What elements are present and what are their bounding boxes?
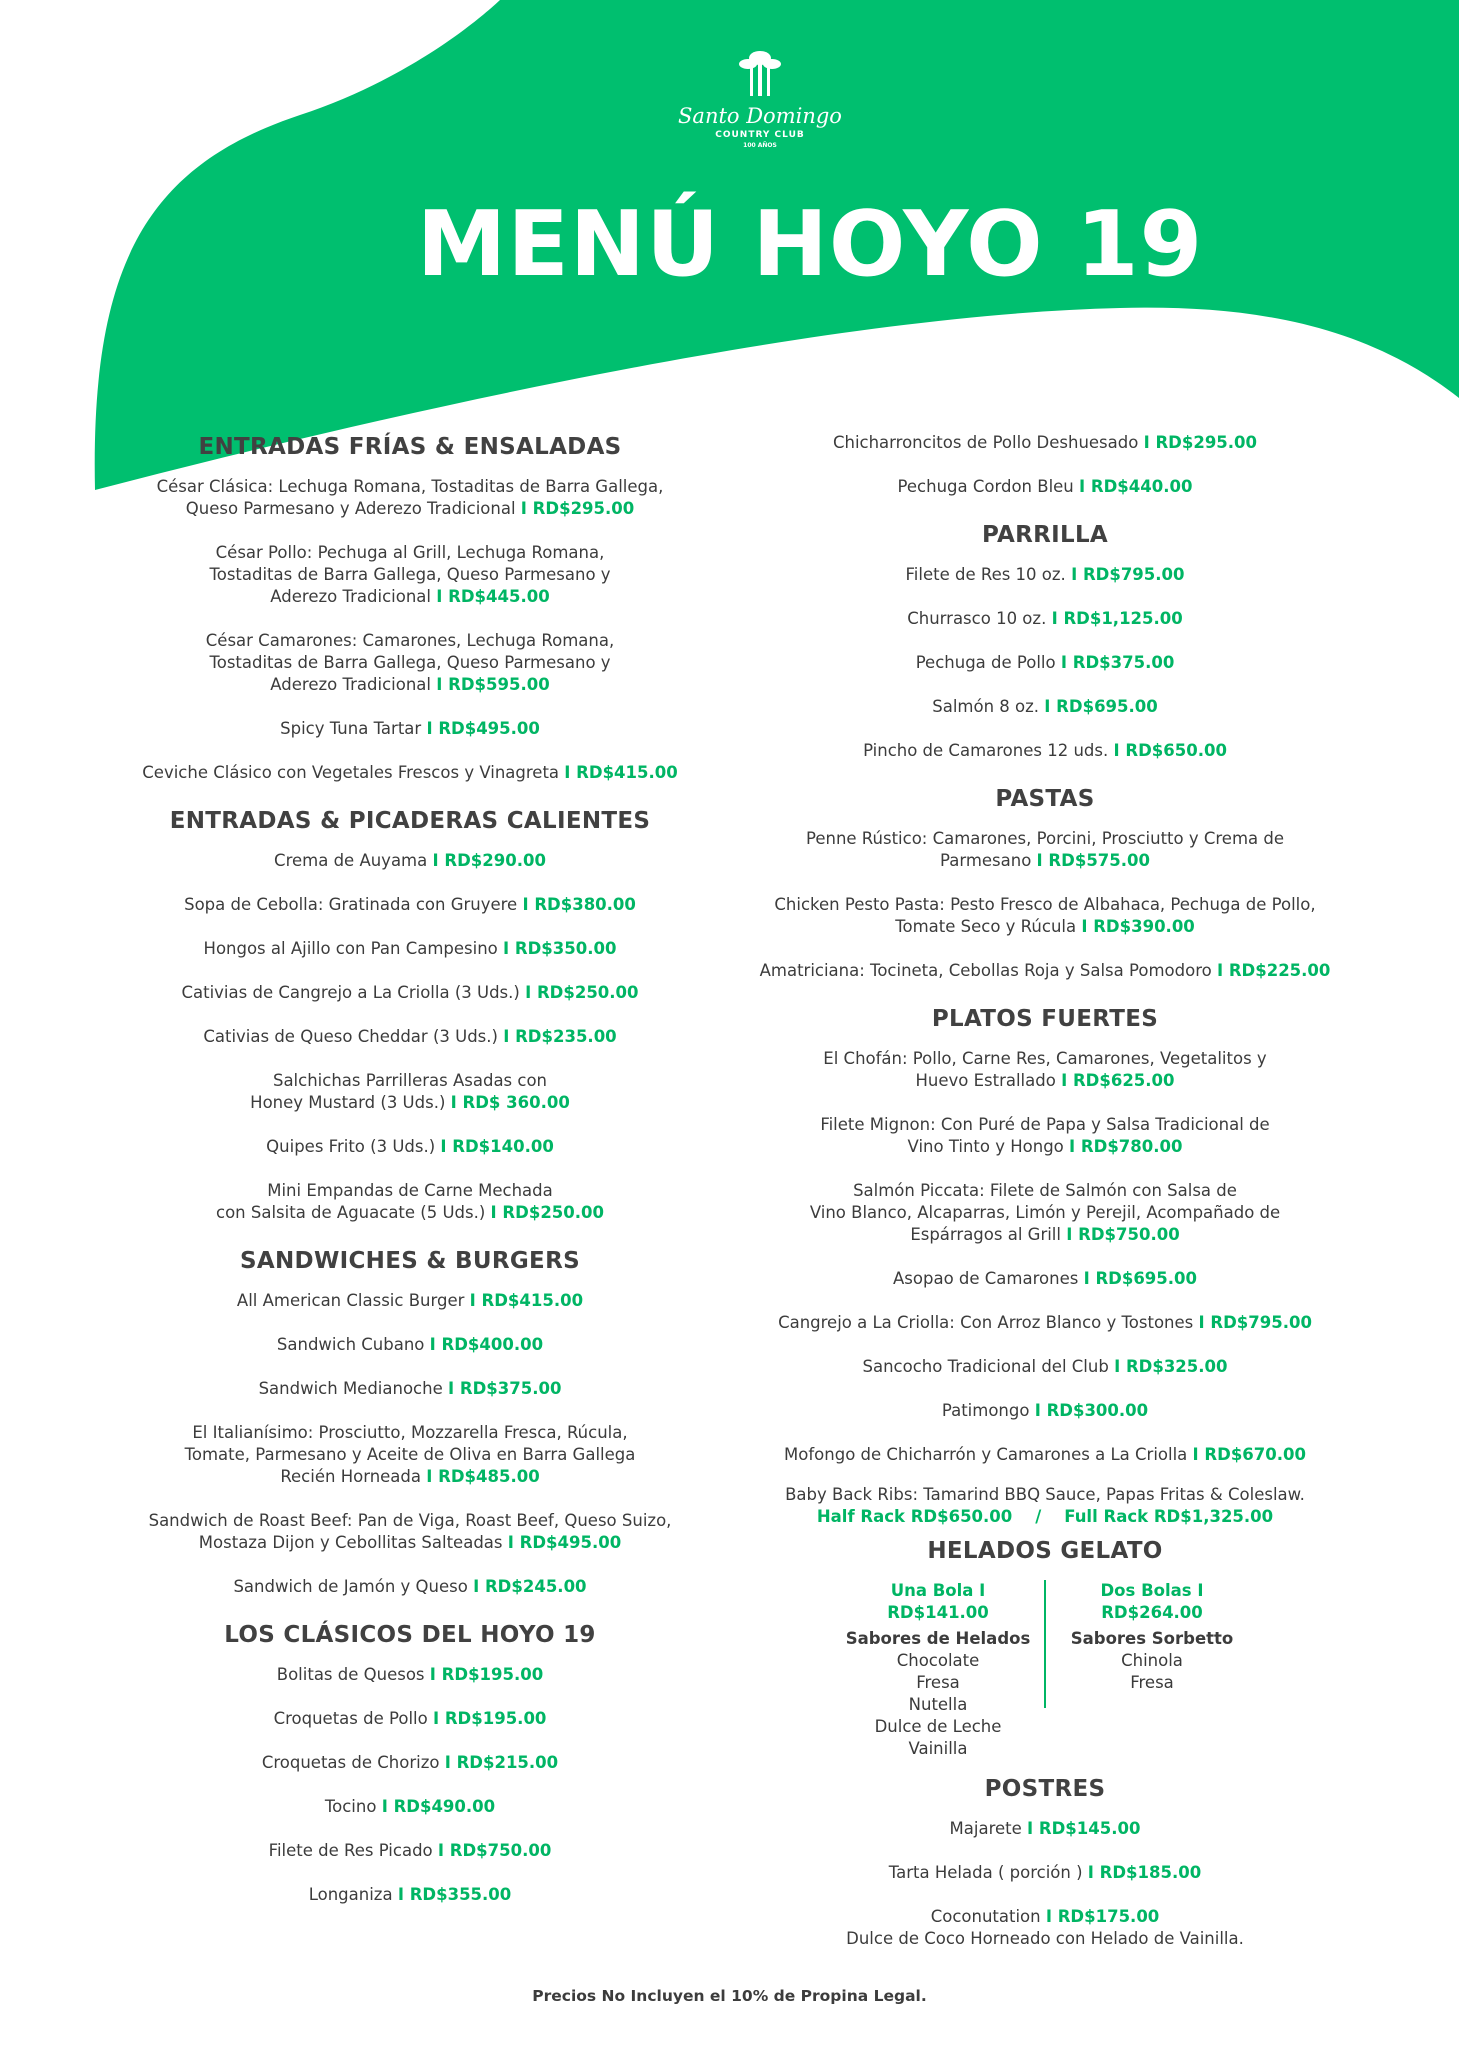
- menu-item-price: I RD$355.00: [397, 1885, 512, 1904]
- menu-item-line: [750, 1400, 1340, 1422]
- menu-item-price: I RD$195.00: [432, 1709, 547, 1728]
- menu-item-text: Queso Parmesano y Aderezo Tradicional: [185, 499, 521, 518]
- menu-item: [130, 630, 690, 696]
- menu-item-line: [130, 630, 690, 652]
- menu-item-price: I RD$245.00: [473, 1577, 587, 1596]
- menu-item-line: [130, 1708, 690, 1730]
- sorbetto-flavor: Fresa: [1130, 1673, 1174, 1692]
- menu-item-line: [750, 476, 1340, 498]
- menu-item: [130, 1510, 690, 1554]
- menu-item-line: [130, 1510, 690, 1532]
- menu-item-text: César Camarones: Camarones, Lechuga Romana,: [205, 631, 615, 650]
- gelato-flavor: Vainilla: [908, 1739, 968, 1758]
- menu-item-text: Asopao de Camarones: [893, 1269, 1084, 1288]
- menu-item-price: I RD$695.00: [1044, 697, 1158, 716]
- sorbetto-flavor: Chinola: [1121, 1651, 1183, 1670]
- menu-item-text: Croquetas de Chorizo: [261, 1753, 445, 1772]
- menu-item-text: Crema de Auyama: [274, 851, 433, 870]
- menu-item: [130, 542, 690, 608]
- menu-item-text: Salchichas Parrilleras Asadas con: [272, 1071, 548, 1090]
- menu-item-text: con Salsita de Aguacate (5 Uds.): [216, 1203, 491, 1222]
- menu-item-price: I RD$595.00: [436, 675, 550, 694]
- ribs-item: [750, 1484, 1340, 1528]
- menu-item: [130, 1180, 690, 1224]
- menu-item-price: I RD$ 360.00: [450, 1093, 570, 1112]
- menu-item-line: [750, 1862, 1340, 1884]
- menu-item: [130, 718, 690, 740]
- menu-item-line: [130, 1664, 690, 1686]
- menu-item-line: [750, 1356, 1340, 1378]
- menu-item-price: I RD$445.00: [436, 587, 550, 606]
- menu-item-line: [750, 1224, 1340, 1246]
- menu-item-text: Filete de Res Picado: [268, 1841, 438, 1860]
- menu-item-line: [130, 1422, 690, 1444]
- menu-item: [750, 652, 1340, 674]
- menu-item-price: I RD$295.00: [520, 499, 635, 518]
- menu-item-text: Huevo Estrallado: [915, 1071, 1062, 1090]
- menu-item-line: [750, 1180, 1340, 1202]
- menu-item-text: Spicy Tuna Tartar: [280, 719, 427, 738]
- section-parrilla: [750, 520, 1340, 762]
- menu-item-text: Hongos al Ajillo con Pan Campesino: [203, 939, 504, 958]
- menu-item-text: Tomate Seco y Rúcula: [895, 917, 1082, 936]
- menu-item-line: [750, 828, 1340, 850]
- menu-item-description: Dulce de Coco Horneado con Helado de Vainilla.: [846, 1929, 1244, 1948]
- menu-column-left: [130, 432, 690, 1928]
- menu-item-price: I RD$415.00: [469, 1291, 584, 1310]
- section-title: PASTAS: [995, 786, 1095, 812]
- menu-item: [750, 1400, 1340, 1422]
- menu-item-text: Filete de Res 10 oz.: [905, 565, 1072, 584]
- menu-item-price: I RD$225.00: [1216, 961, 1331, 980]
- menu-item-text: Aderezo Tradicional: [270, 675, 437, 694]
- menu-item-line: [750, 1070, 1340, 1092]
- menu-item-text: Filete Mignon: Con Puré de Papa y Salsa Tradicional de: [820, 1115, 1270, 1134]
- menu-item: [130, 938, 690, 960]
- menu-item-price: I RD$650.00: [1113, 741, 1227, 760]
- logo-years: 100 AÑOS: [743, 142, 777, 149]
- menu-item-text: Pincho de Camarones 12 uds.: [863, 741, 1114, 760]
- menu-item-line: [130, 938, 690, 960]
- club-logo: [660, 48, 860, 149]
- menu-item: [750, 476, 1340, 498]
- menu-item-text: Parmesano: [940, 851, 1037, 870]
- menu-item-price: I RD$250.00: [525, 983, 639, 1002]
- menu-item-price: I RD$145.00: [1027, 1819, 1141, 1838]
- section-title: PLATOS FUERTES: [931, 1006, 1159, 1032]
- menu-item-text: César Pollo: Pechuga al Grill, Lechuga Romana,: [215, 543, 605, 562]
- menu-item-price: I RD$290.00: [432, 851, 546, 870]
- menu-item: [750, 1114, 1340, 1158]
- menu-item-line: [130, 1752, 690, 1774]
- menu-item-text: Sandwich de Roast Beef: Pan de Viga, Roast Beef, Queso Suizo,: [148, 1511, 672, 1530]
- ribs-description: Baby Back Ribs: Tamarind BBQ Sauce, Papas Fritas & Coleslaw.: [785, 1485, 1305, 1504]
- menu-item: [130, 1884, 690, 1906]
- menu-item-line: [130, 1334, 690, 1356]
- menu-item-line: [750, 916, 1340, 938]
- menu-item-line: [750, 1906, 1340, 1928]
- menu-item: [130, 1422, 690, 1488]
- menu-title: MENÚ HOYO 19: [416, 192, 1204, 297]
- menu-item-line: [130, 718, 690, 740]
- menu-item-text: Tostaditas de Barra Gallega, Queso Parmesano y: [209, 565, 611, 584]
- menu-item-text: Espárragos al Grill: [910, 1225, 1067, 1244]
- section-title: PARRILLA: [981, 522, 1109, 548]
- menu-item-text: Coconutation: [930, 1907, 1046, 1926]
- menu-item-text: Aderezo Tradicional: [270, 587, 437, 606]
- menu-item-line: [130, 1840, 690, 1862]
- menu-item-line: [130, 1092, 690, 1114]
- menu-item: [750, 960, 1340, 982]
- menu-item-line: [750, 1136, 1340, 1158]
- menu-item-line: [750, 432, 1340, 454]
- menu-item: [130, 1334, 690, 1356]
- menu-item: [750, 696, 1340, 718]
- menu-item-price: I RD$375.00: [1060, 653, 1175, 672]
- menu-item-line: [750, 1818, 1340, 1840]
- menu-item-price: I RD$750.00: [1066, 1225, 1180, 1244]
- menu-item: [130, 1708, 690, 1730]
- menu-item-line: [130, 1532, 690, 1554]
- menu-item-line: [750, 850, 1340, 872]
- menu-item-text: Chicken Pesto Pasta: Pesto Fresco de Albahaca, Pechuga de Pollo,: [774, 895, 1316, 914]
- menu-item: [750, 432, 1340, 454]
- menu-item: [130, 1378, 690, 1400]
- menu-item: [750, 1268, 1340, 1290]
- section-entradas-frias: [130, 432, 690, 784]
- menu-item-text: César Clásica: Lechuga Romana, Tostaditas de Barra Gallega,: [156, 477, 664, 496]
- menu-item-price: I RD$490.00: [381, 1797, 496, 1816]
- menu-item: [750, 1862, 1340, 1884]
- menu-item-line: [750, 1202, 1340, 1224]
- menu-item-line: [130, 586, 690, 608]
- menu-item-text: Mostaza Dijon y Cebollitas Salteadas: [198, 1533, 508, 1552]
- menu-item-line: [130, 1290, 690, 1312]
- menu-item-line: [130, 1466, 690, 1488]
- menu-item-line: [750, 1444, 1340, 1466]
- gelato-flavor: Nutella: [908, 1695, 968, 1714]
- menu-item: [750, 1048, 1340, 1092]
- gelato-one-scoop-price: Una Bola I RD$141.00: [887, 1581, 989, 1622]
- menu-item-line: [750, 960, 1340, 982]
- menu-item-price: I RD$235.00: [503, 1027, 617, 1046]
- menu-item-text: Majarete: [949, 1819, 1028, 1838]
- menu-item: [750, 608, 1340, 630]
- logo-script-name: Santo Domingo: [678, 104, 842, 128]
- menu-item-text: Ceviche Clásico con Vegetales Frescos y Vinagreta: [142, 763, 565, 782]
- menu-item-price: I RD$485.00: [426, 1467, 540, 1486]
- menu-item-price: I RD$325.00: [1114, 1357, 1228, 1376]
- gelato-flavor: Chocolate: [896, 1651, 980, 1670]
- menu-item-text: Cativias de Cangrejo a La Criolla (3 Uds.): [181, 983, 526, 1002]
- menu-item: [750, 1356, 1340, 1378]
- menu-item-price: I RD$375.00: [447, 1379, 562, 1398]
- menu-item-line: [130, 1202, 690, 1224]
- menu-item-price: I RD$695.00: [1083, 1269, 1197, 1288]
- gelato-flavor: Fresa: [916, 1673, 960, 1692]
- menu-item-text: Recién Horneada: [280, 1467, 427, 1486]
- menu-item-line: [750, 652, 1340, 674]
- gelato-two-scoops-price: Dos Bolas I RD$264.00: [1100, 1581, 1204, 1622]
- menu-item: [750, 564, 1340, 586]
- menu-item-price: I RD$750.00: [437, 1841, 552, 1860]
- menu-item: [130, 982, 690, 1004]
- menu-item-price: I RD$400.00: [429, 1335, 544, 1354]
- menu-item-text: Churrasco 10 oz.: [907, 609, 1052, 628]
- gelato-flavors-heading: Sabores de Helados: [845, 1629, 1031, 1648]
- menu-item-text: Bolitas de Quesos: [276, 1665, 430, 1684]
- section-pastas: [750, 784, 1340, 982]
- menu-item-line: [130, 1796, 690, 1818]
- menu-item-price: I RD$795.00: [1198, 1313, 1312, 1332]
- menu-item-text: Tomate, Parmesano y Aceite de Oliva en Barra Gallega: [184, 1445, 636, 1464]
- menu-item-price: I RD$215.00: [444, 1753, 559, 1772]
- menu-item-price: I RD$575.00: [1036, 851, 1150, 870]
- menu-item: [750, 1818, 1340, 1840]
- menu-item-line: [750, 608, 1340, 630]
- menu-item: [130, 1840, 690, 1862]
- menu-item-price: I RD$495.00: [507, 1533, 622, 1552]
- menu-item: [130, 894, 690, 916]
- logo-club: COUNTRY CLUB: [715, 130, 805, 140]
- palm-tree-icon: [737, 48, 783, 98]
- menu-item-text: Salmón 8 oz.: [932, 697, 1045, 716]
- menu-item-line: [130, 982, 690, 1004]
- menu-item-price: I RD$390.00: [1081, 917, 1195, 936]
- menu-item-line: [750, 696, 1340, 718]
- menu-item-text: Tostaditas de Barra Gallega, Queso Parmesano y: [209, 653, 611, 672]
- menu-item-price: I RD$670.00: [1192, 1445, 1306, 1464]
- menu-item: [750, 1444, 1340, 1466]
- section-sandwiches: [130, 1246, 690, 1598]
- menu-item-line: [750, 740, 1340, 762]
- menu-item-text: Sandwich Medianoche: [258, 1379, 448, 1398]
- gelato-flavor: Dulce de Leche: [874, 1717, 1002, 1736]
- section-platos-fuertes: [750, 1004, 1340, 1466]
- menu-item-text: El Chofán: Pollo, Carne Res, Camarones, Vegetalitos y: [823, 1049, 1267, 1068]
- menu-item-price: I RD$1,125.00: [1051, 609, 1183, 628]
- gelato-divider: [1044, 1580, 1046, 1708]
- menu-item-price: I RD$195.00: [429, 1665, 544, 1684]
- menu-item: [130, 1796, 690, 1818]
- menu-item: [750, 1180, 1340, 1246]
- menu-item-text: Amatriciana: Tocineta, Cebollas Roja y Salsa Pomodoro: [759, 961, 1217, 980]
- menu-item-line: [130, 1444, 690, 1466]
- menu-item-price: I RD$350.00: [503, 939, 617, 958]
- menu-item-line: [130, 1136, 690, 1158]
- menu-item: [130, 762, 690, 784]
- menu-item-line: [750, 1312, 1340, 1334]
- section-clasicos: [130, 1620, 690, 1906]
- section-title: ENTRADAS FRÍAS & ENSALADAS: [198, 434, 622, 460]
- menu-item-price: I RD$380.00: [522, 895, 636, 914]
- menu-item-price: I RD$295.00: [1143, 433, 1258, 452]
- menu-item-text: Sandwich de Jamón y Queso: [233, 1577, 474, 1596]
- menu-item-line: [750, 1114, 1340, 1136]
- section-title: LOS CLÁSICOS DEL HOYO 19: [224, 1622, 596, 1648]
- gelato-left-column: [838, 1580, 1038, 1760]
- footer-tip-note: Precios No Incluyen el 10% de Propina Legal.: [532, 1987, 927, 2005]
- menu-item-price: I RD$140.00: [440, 1137, 554, 1156]
- menu-item-price: I RD$625.00: [1061, 1071, 1175, 1090]
- menu-item-text: Vino Blanco, Alcaparras, Limón y Perejil, Acompañado de: [809, 1203, 1281, 1222]
- menu-item-text: Tocino: [324, 1797, 382, 1816]
- menu-item-text: Patimongo: [941, 1401, 1035, 1420]
- menu-item-text: Penne Rústico: Camarones, Porcini, Prosciutto y Crema de: [805, 829, 1285, 848]
- menu-item-text: Quipes Frito (3 Uds.): [266, 1137, 441, 1156]
- menu-column-right: [750, 432, 1340, 1972]
- section-title: SANDWICHES & BURGERS: [240, 1248, 580, 1274]
- menu-item-line: [130, 1026, 690, 1048]
- menu-item-text: Sandwich Cubano: [276, 1335, 430, 1354]
- menu-item-price: I RD$495.00: [426, 719, 540, 738]
- menu-item: [130, 1290, 690, 1312]
- menu-item: [130, 850, 690, 872]
- section-clasicos-continued: [750, 432, 1340, 498]
- menu-item-line: [130, 498, 690, 520]
- menu-item-line: [130, 850, 690, 872]
- menu-item-text: Salmón Piccata: Filete de Salmón con Salsa de: [853, 1181, 1237, 1200]
- menu-item-line: [750, 894, 1340, 916]
- gelato-right-column: [1052, 1580, 1252, 1760]
- menu-item-price: I RD$250.00: [490, 1203, 604, 1222]
- section-postres: [750, 1774, 1340, 1950]
- menu-item-text: Mini Empandas de Carne Mechada: [267, 1181, 553, 1200]
- menu-item-line: [750, 1048, 1340, 1070]
- menu-item-text: Mofongo de Chicharrón y Camarones a La Criolla: [784, 1445, 1193, 1464]
- menu-item: [130, 476, 690, 520]
- menu-item-line: [130, 1070, 690, 1092]
- section-title: POSTRES: [984, 1776, 1106, 1802]
- menu-item-text: All American Classic Burger: [236, 1291, 470, 1310]
- menu-item: [130, 1752, 690, 1774]
- menu-item-line: [130, 894, 690, 916]
- menu-item-line: [130, 762, 690, 784]
- menu-item-line: [130, 674, 690, 696]
- gelato-table: [750, 1580, 1340, 1760]
- menu-item-line: [130, 1884, 690, 1906]
- menu-item-price: I RD$300.00: [1034, 1401, 1149, 1420]
- sorbetto-flavors-heading: Sabores Sorbetto: [1070, 1629, 1234, 1648]
- section-entradas-calientes: [130, 806, 690, 1224]
- menu-item-text: Cativias de Queso Cheddar (3 Uds.): [203, 1027, 504, 1046]
- menu-item: [130, 1664, 690, 1686]
- menu-item-text: Vino Tinto y Hongo: [907, 1137, 1070, 1156]
- section-title: HELADOS GELATO: [927, 1538, 1163, 1564]
- menu-item-text: Longaniza: [308, 1885, 398, 1904]
- menu-item-text: El Italianísimo: Prosciutto, Mozzarella Fresca, Rúcula,: [192, 1423, 628, 1442]
- menu-item-line: [130, 564, 690, 586]
- menu-item: [750, 828, 1340, 872]
- menu-item: [130, 1026, 690, 1048]
- menu-item-line: [130, 542, 690, 564]
- menu-item-line: [750, 564, 1340, 586]
- section-helados: [750, 1536, 1340, 1760]
- menu-item-price: I RD$175.00: [1045, 1907, 1160, 1926]
- menu-item-text: Chicharroncitos de Pollo Deshuesado: [832, 433, 1144, 452]
- menu-item-text: Tarta Helada ( porción ): [888, 1863, 1088, 1882]
- menu-item-line: [130, 1378, 690, 1400]
- menu-item-line: [750, 1268, 1340, 1290]
- menu-item-text: Croquetas de Pollo: [273, 1709, 433, 1728]
- menu-item: [750, 1906, 1340, 1950]
- menu-item-price: I RD$440.00: [1079, 477, 1193, 496]
- menu-item: [750, 1312, 1340, 1334]
- menu-item-text: Sancocho Tradicional del Club: [862, 1357, 1115, 1376]
- menu-item-text: Sopa de Cebolla: Gratinada con Gruyere: [184, 895, 523, 914]
- menu-item-text: Pechuga Cordon Bleu: [897, 477, 1080, 496]
- menu-item: [750, 894, 1340, 938]
- menu-item-line: [130, 1180, 690, 1202]
- menu-item: [750, 740, 1340, 762]
- menu-item-price: I RD$780.00: [1069, 1137, 1183, 1156]
- menu-item-line: [130, 476, 690, 498]
- section-title: ENTRADAS & PICADERAS CALIENTES: [169, 808, 651, 834]
- menu-item: [130, 1136, 690, 1158]
- menu-item-price: I RD$185.00: [1087, 1863, 1202, 1882]
- menu-item-text: Pechuga de Pollo: [915, 653, 1061, 672]
- menu-item-price: I RD$415.00: [564, 763, 678, 782]
- menu-item-line: [130, 652, 690, 674]
- menu-item-text: Honey Mustard (3 Uds.): [250, 1093, 451, 1112]
- menu-item-price: I RD$795.00: [1071, 565, 1185, 584]
- menu-item: [130, 1070, 690, 1114]
- menu-item-line: [130, 1576, 690, 1598]
- menu-item: [130, 1576, 690, 1598]
- menu-item-text: Cangrejo a La Criolla: Con Arroz Blanco y Tostones: [778, 1313, 1199, 1332]
- ribs-prices: Half Rack RD$650.00 / Full Rack RD$1,325.00: [816, 1507, 1274, 1526]
